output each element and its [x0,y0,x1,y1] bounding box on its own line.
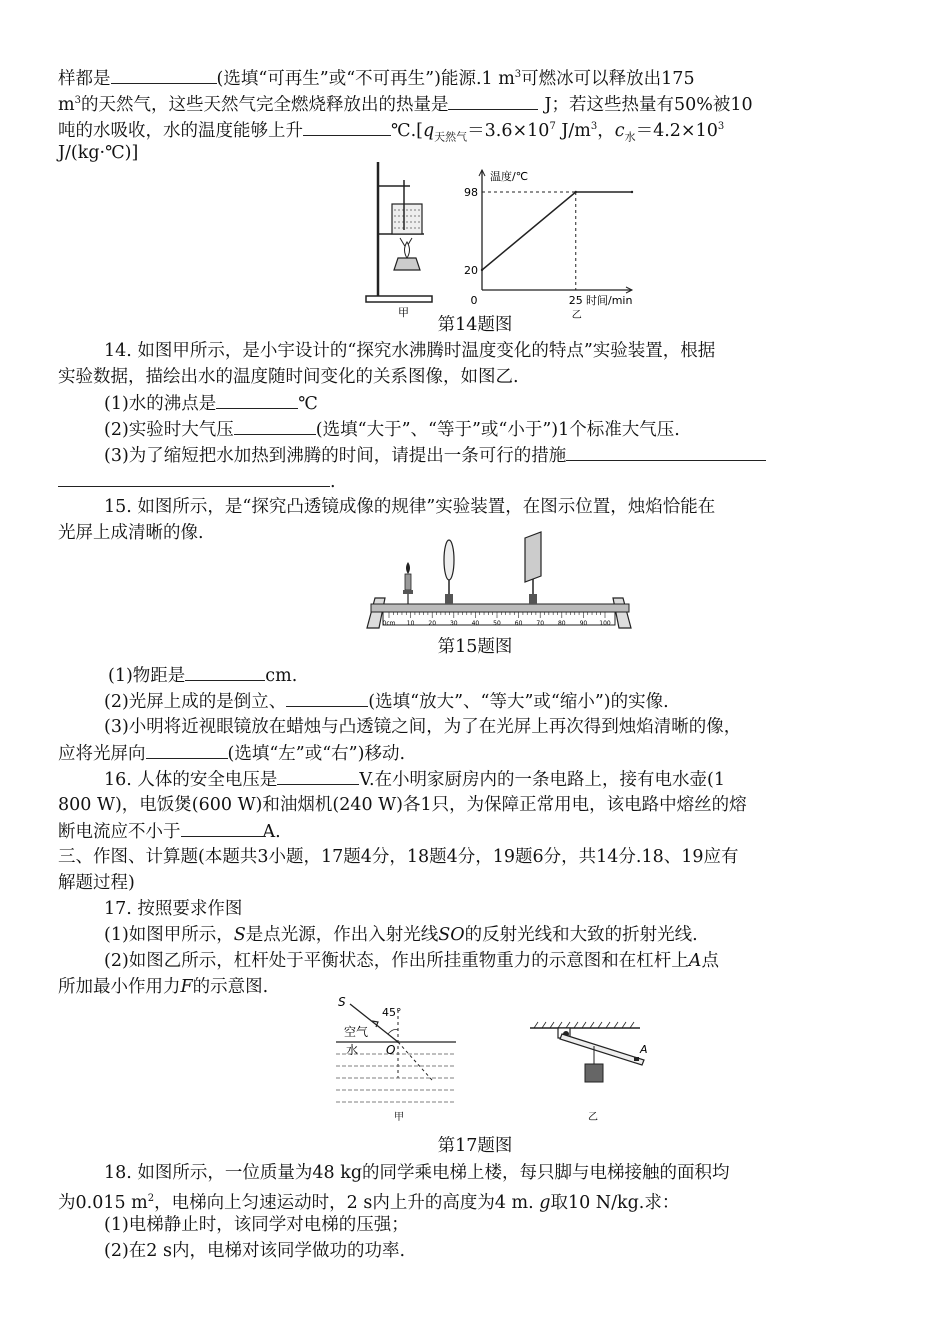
figure-label-b: 乙 [588,1112,598,1123]
answer-blank[interactable] [448,91,538,110]
text: 在小明家厨房内的一条电路上，接有电水壶(1 [374,770,726,790]
q14-part-3 [104,442,766,469]
data-point [481,269,483,271]
subscript: 水 [624,130,636,144]
figure-17-refraction [336,995,460,1124]
bench-rail [371,604,629,612]
ruler-label: 0cm [382,620,396,627]
figure-15-optical-bench [365,532,635,630]
point-s-label: S [338,995,346,1009]
answer-blank[interactable] [277,766,359,785]
air-label: 空气 [344,1025,369,1039]
y-axis-label: 温度/℃ [490,170,529,183]
q16-line-3 [58,818,281,845]
text: ℃.[ [391,120,423,141]
angle-label: 45° [382,1006,402,1019]
symbol-so: SO [438,925,465,945]
ruler-label: 60 [514,620,523,627]
q17-part-2-cont [58,974,268,1000]
y-tick-label: 20 [464,264,478,277]
text: 应将光屏向 [58,744,146,764]
figure-17-caption: 第17题图 [437,1136,513,1156]
x-axis-label: 时间/min [586,294,633,307]
text: (1)如图甲所示， [104,925,234,945]
symbol-c: c [614,120,625,141]
q15-intro-1: 15. 如图所示，是“探究凸透镜成像的规律”实验装置，在图示位置，烛焰恰能在 [104,497,716,517]
text: J；若这些热量有50%被10 [544,94,753,115]
q13-line-3 [58,114,724,150]
ruler-label: 90 [579,620,588,627]
ruler-label: 20 [428,620,437,627]
text: ， [597,120,615,141]
text: 所加最小作用力 [58,977,181,997]
x-tick-label: 25 [568,294,583,307]
symbol-a: A [688,951,702,971]
text: ＝4.2×10 [635,120,718,141]
text: 取10 N/kg.求： [550,1192,680,1213]
ruler-label: 50 [493,620,501,627]
data-point [631,191,633,193]
text: 吨的水吸收，水的温度能够上升 [58,120,303,141]
bench-leg-right [613,598,631,628]
candle [403,562,413,604]
text: m [58,94,75,115]
ruler-label: 10 [406,620,415,627]
q15-intro-2: 光屏上成清晰的像. [58,523,204,543]
answer-blank[interactable] [185,662,265,681]
q15-part-3: (3)小明将近视眼镜放在蜡烛与凸透镜之间，为了在光屏上再次得到烛焰清晰的像， [104,717,742,737]
data-point [575,191,577,193]
point-o-label: O [386,1043,396,1057]
subscript: 天然气 [434,130,468,144]
answer-blank[interactable] [216,390,298,409]
x-tick-label: 0 [470,294,478,307]
text: (选填“放大”、“等大”或“缩小”)的实像. [368,692,669,712]
symbol-g: g [539,1192,551,1213]
ruler-label: 100 [599,620,611,627]
convex-lens [444,540,454,604]
text: J/m [561,120,591,141]
light-screen [525,532,541,604]
q17-title: 17. 按照要求作图 [104,899,243,919]
q13-line-4 [58,140,138,166]
text: 的反射光线和大致的折射光线. [464,925,698,945]
text: A. [262,822,281,842]
text: . [330,472,336,492]
q15-part-2 [104,688,669,715]
q14-intro-2: 实验数据，描绘出水的温度随时间变化的关系图像，如图乙. [58,367,519,387]
superscript: 7 [549,121,556,132]
superscript: 3 [717,121,725,132]
text: 断电流应不小于 [58,822,181,842]
q16-line-1 [104,766,725,793]
series-line [482,192,632,270]
lever-bar [560,1034,644,1065]
answer-blank[interactable] [58,468,330,487]
answer-blank[interactable] [234,416,316,435]
answer-blank[interactable] [286,688,368,707]
text: ＝3.6×10 [467,120,550,141]
ruler-label: 80 [557,620,566,627]
text: (选填“可再生”或“不可再生”)能源.1 m [216,68,515,89]
q15-part-1 [108,662,297,689]
text: 样都是 [58,68,111,89]
q18-part-2: (2)在2 s内，电梯对该同学做功的功率. [104,1241,406,1261]
symbol-q: q [422,120,435,141]
text: (2)如图乙所示，杠杆处于平衡状态，作出所挂重物重力的示意图和在杠杆上 [104,951,689,971]
text: (2)实验时大气压 [104,420,234,440]
answer-blank[interactable] [146,740,228,759]
text: (3)为了缩短把水加热到沸腾的时间，请提出一条可行的措施 [104,446,567,466]
figure-label-a: 甲 [398,306,409,319]
text: 是点光源，作出入射光线 [245,925,439,945]
q15-part-3-cont [58,740,405,767]
water-label: 水 [346,1043,359,1057]
ruler-label: 30 [449,620,458,627]
figure-14-caption: 第14题图 [437,315,513,335]
symbol-s: S [233,925,246,945]
section-3-heading-cont: 解题过程) [58,873,135,893]
superscript: 3 [590,121,598,132]
text: 的示意图. [192,977,269,997]
text: 的天然气，这些天然气完全燃烧释放出的热量是 [80,94,449,115]
q14-part-1 [104,390,318,417]
text: (选填“大于”、“等于”或“小于”)1个标准大气压. [315,420,680,440]
q14-part-2 [104,416,680,443]
answer-blank[interactable] [181,818,263,837]
ruler-label: 70 [536,620,545,627]
figure-15-caption: 第15题图 [437,637,513,657]
superscript: 3 [514,69,522,80]
answer-blank[interactable] [303,117,391,136]
section-3-heading: 三、作图、计算题(本题共3小题，17题4分，18题4分，19题6分，共14分.18、19应有 [58,847,739,867]
q16-line-2: 800 W)，电饭煲(600 W)和油烟机(240 W)各1只，为保障正常用电，该电路中熔丝的熔 [58,795,747,815]
figure-17-lever [528,1020,658,1124]
text: V. [359,770,375,790]
text: 16. 人体的安全电压是 [104,770,278,790]
text: 点 [701,951,719,971]
text: (选填“左”或“右”)移动. [227,744,406,764]
hanging-weight [585,1064,603,1082]
text: 为0.015 m [58,1192,148,1213]
figure-14-apparatus [360,158,440,318]
text: (1)水的沸点是 [104,394,217,414]
q14-intro-1: 14. 如图甲所示，是小宇设计的“探究水沸腾时温度变化的特点”实验装置，根据 [104,341,716,361]
q18-part-1: (1)电梯静止时，该同学对电梯的压强； [104,1215,409,1235]
text: ℃ [298,394,318,414]
superscript: 3 [74,95,81,106]
answer-blank[interactable] [111,65,217,84]
text: (1)物距是 [108,666,186,686]
figure-label-b: 乙 [571,310,582,321]
answer-blank[interactable] [566,442,766,461]
figure-14-chart [452,160,642,321]
text: J/(kg·℃)] [58,143,139,163]
q18-line-1: 18. 如图所示，一位质量为48 kg的同学乘电梯上楼，每只脚与电梯接触的面积均 [104,1163,730,1183]
text: ，电梯向上匀速运动时，2 s内上升的高度为4 m. [154,1192,534,1213]
symbol-f: F [180,977,193,997]
figure-label-a: 甲 [394,1112,404,1123]
text: 可燃冰可以释放出175 [521,68,695,89]
point-a-label: A [640,1043,648,1056]
q17-part-2 [104,948,719,974]
ruler-label: 40 [471,620,480,627]
text: cm. [265,666,298,686]
superscript: 2 [147,1193,155,1204]
q17-part-1 [104,922,698,948]
q14-part-3-cont [58,468,336,495]
text: (2)光屏上成的是倒立、 [104,692,287,712]
y-tick-label: 98 [464,186,478,199]
